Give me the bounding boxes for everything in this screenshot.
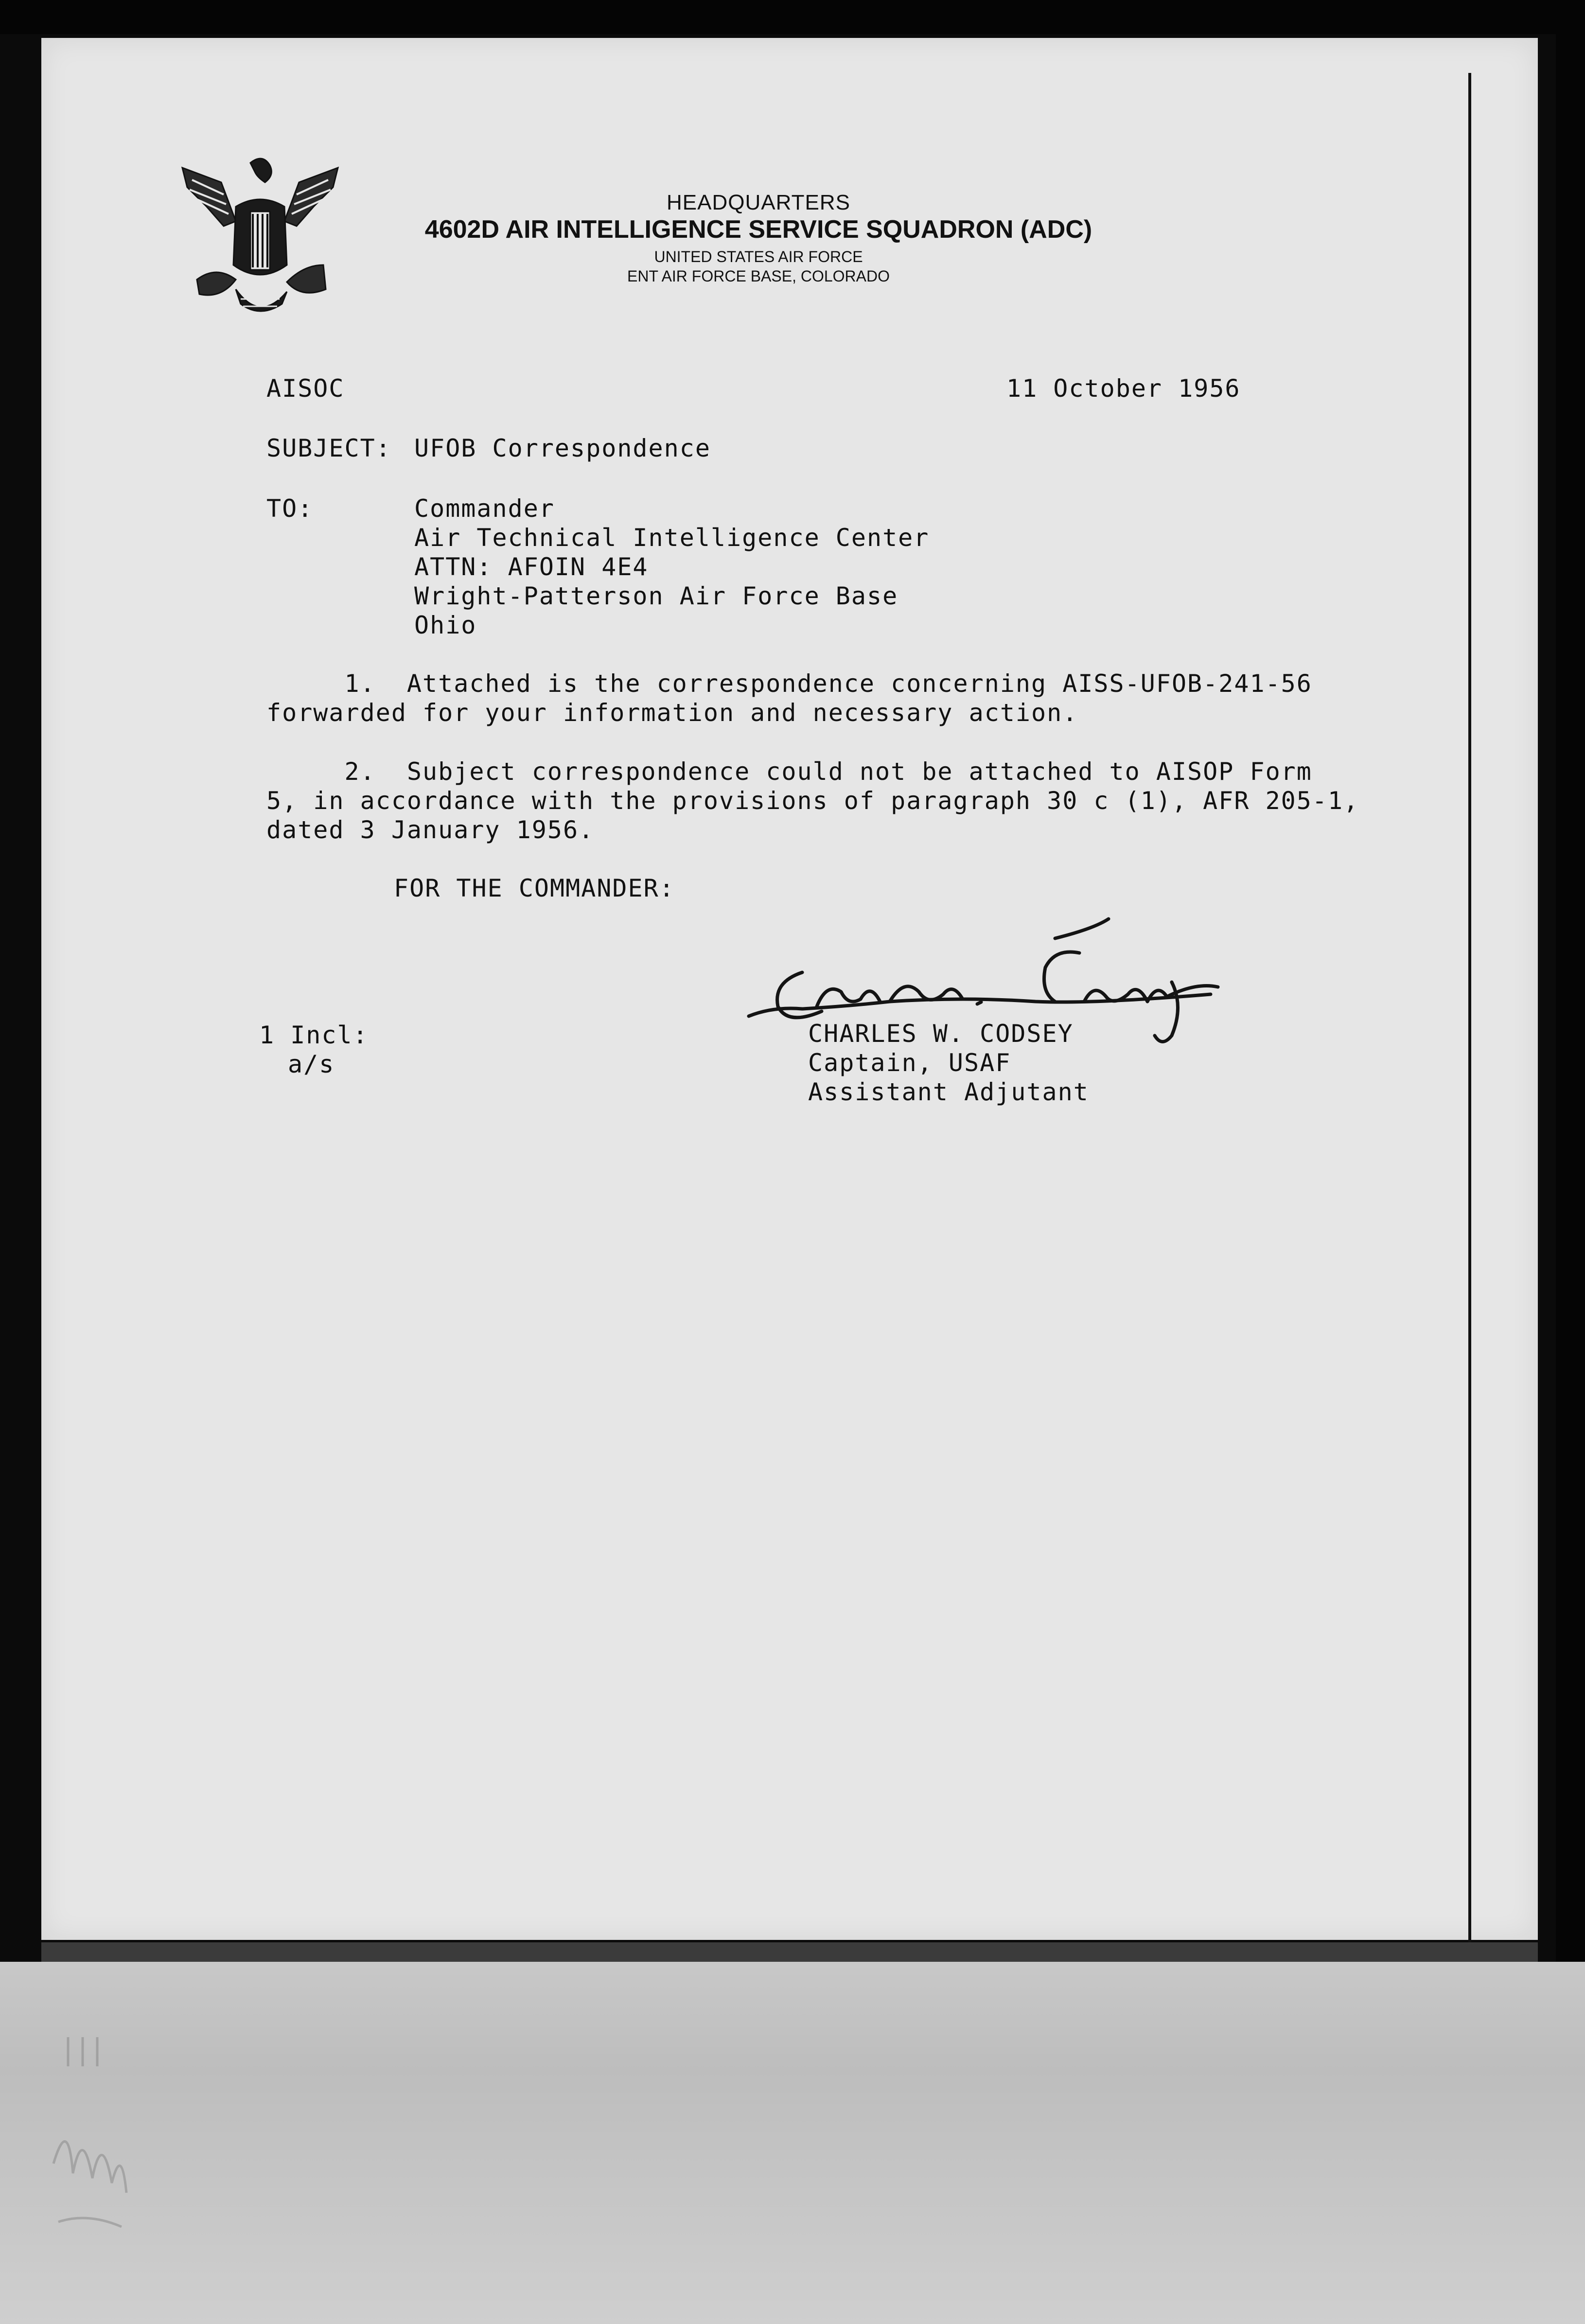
paragraph-1-line: 1. Attached is the correspondence concerning AISS-UFOB-241-56 [266, 669, 1312, 698]
to-line: Air Technical Intelligence Center [414, 524, 930, 552]
faint-scan-mark [39, 2018, 165, 2251]
scan-shadow-strip [41, 1942, 1538, 1962]
letterhead-headquarters: HEADQUARTERS [667, 191, 850, 214]
signer-name: CHARLES W. CODSEY [808, 1020, 1074, 1048]
subject-value: UFOB Correspondence [414, 434, 711, 462]
subject-label: SUBJECT: [266, 434, 391, 462]
to-line: Ohio [414, 611, 477, 639]
signer-rank: Captain, USAF [808, 1049, 1011, 1077]
paragraph-1-line: forwarded for your information and necessary action. [266, 699, 1078, 727]
letterhead-unit: 4602D AIR INTELLIGENCE SERVICE SQUADRON (ADC) [424, 215, 1092, 244]
scan-background-lower [0, 1962, 1585, 2324]
enclosure-count: 1 Incl: [259, 1021, 369, 1049]
letter-date: 11 October 1956 [1006, 374, 1241, 403]
office-symbol: AISOC [266, 374, 345, 403]
eagle-seal-icon [177, 153, 343, 331]
paragraph-2-line: dated 3 January 1956. [266, 816, 595, 844]
paragraph-2-line: 2. Subject correspondence could not be attached to AISOP Form [266, 757, 1312, 786]
to-label: TO: [266, 494, 314, 523]
to-line: Wright-Patterson Air Force Base [414, 582, 898, 610]
to-line: ATTN: AFOIN 4E4 [414, 553, 649, 581]
closing-line: FOR THE COMMANDER: [394, 874, 675, 902]
letterhead-base: ENT AIR FORCE BASE, COLORADO [627, 267, 890, 285]
sheet-edge-line [1468, 73, 1471, 1945]
scan-border-top [0, 0, 1585, 34]
paragraph-2-line: 5, in accordance with the provisions of paragraph 30 c (1), AFR 205-1, [266, 787, 1359, 815]
letterhead-service: UNITED STATES AIR FORCE [654, 248, 863, 265]
to-line: Commander [414, 494, 555, 523]
enclosure-detail: a/s [288, 1050, 335, 1078]
signer-title: Assistant Adjutant [808, 1078, 1089, 1106]
